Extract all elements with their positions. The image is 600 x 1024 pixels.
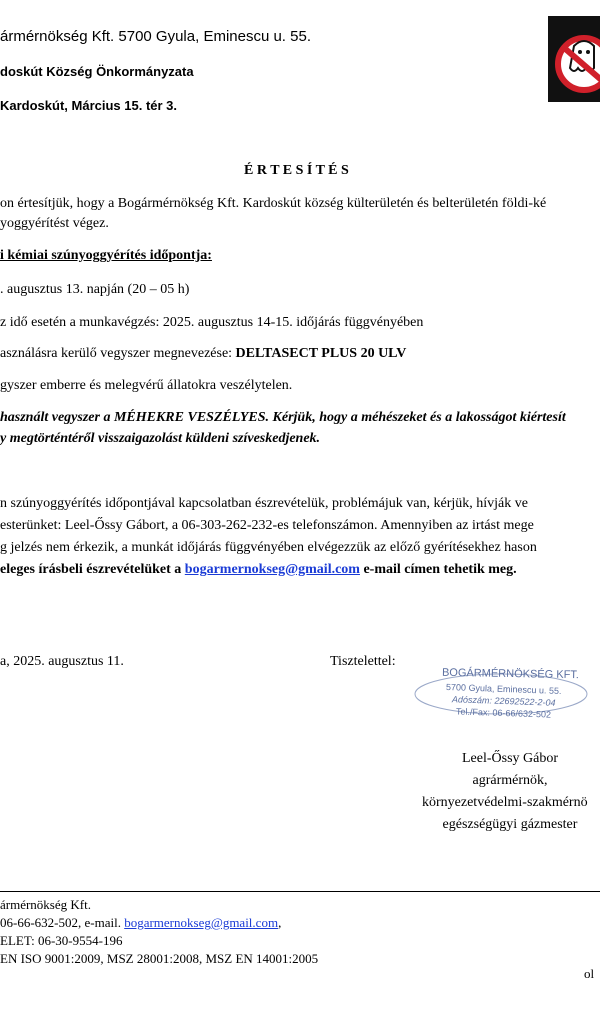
stamp-phone: Tel./Fax: 06-66/632-502: [455, 706, 552, 720]
ghostbusters-logo-icon: [548, 16, 600, 102]
recipient-name: doskút Község Önkormányzata: [0, 64, 194, 79]
footer-phone-suffix: ,: [278, 915, 282, 930]
place-date: a, 2025. augusztus 11.: [0, 654, 124, 669]
safety-line: gyszer emberre és melegvérű állatokra veszélytelen.: [0, 378, 293, 393]
contact-line-4: [0, 562, 517, 578]
contact-line-3: g jelzés nem érkezik, a munkát időjárás függvényében elvégezzük az előző gyérítésekhez hason: [0, 540, 537, 555]
stamp-address: 5700 Gyula, Eminescu u. 55.: [445, 681, 562, 697]
company-stamp: [412, 664, 590, 726]
sender-address: ármérnökség Kft. 5700 Gyula, Eminescu u. 55.: [0, 28, 311, 45]
section-heading: i kémiai szúnyoggyérítés időpontja:: [0, 248, 212, 263]
rain-date: z idő esetén a munkavégzés: 2025. augusztus 14-15. időjárás függvényében: [0, 315, 424, 330]
footer-mobile: ELET: 06-30-9554-196: [0, 933, 123, 948]
spraying-date: . augusztus 13. napján (20 – 05 h): [0, 282, 190, 297]
page-marker: ol: [584, 966, 595, 981]
intro-line-2: yoggyérítést végez.: [0, 216, 109, 231]
signer-title-2: környezetvédelmi-szakmérnö: [422, 795, 588, 810]
intro-line-1: on értesítjük, hogy a Bogármérnökség Kft. Kardoskút község külterületén és belterületén földi-ké: [0, 196, 547, 211]
contact-email-link[interactable]: bogarmernokseg@gmail.com: [184, 562, 360, 577]
contact-email-prefix: eleges írásbeli észrevételüket a: [0, 562, 185, 577]
signer-title-1: agrármérnök,: [472, 773, 548, 788]
bee-warning-line-2: y megtörténtéről visszaigazolást küldeni szíveskedjenek.: [0, 431, 321, 446]
footer-divider: [0, 891, 600, 892]
stamp-tax: Adószám: 22692522-2-04: [451, 694, 556, 708]
contact-email-suffix: e-mail címen tehetik meg.: [359, 562, 517, 577]
product-name: DELTASECT PLUS 20 ULV: [235, 346, 407, 361]
signer-title-3: egészségügyi gázmester: [442, 817, 578, 832]
footer-company: ármérnökség Kft.: [0, 897, 91, 912]
page-title: É R T E S Í T É S: [244, 163, 349, 178]
product-label: asználásra kerülő vegyszer megnevezése:: [0, 346, 236, 361]
footer-phone: 06-66-632-502, e-mail.: [0, 915, 125, 930]
footer-contact: [0, 915, 281, 931]
closing: Tisztelettel:: [330, 654, 396, 669]
recipient-address: Kardoskút, Március 15. tér 3.: [0, 98, 178, 113]
footer-email-link[interactable]: bogarmernokseg@gmail.com: [124, 915, 279, 930]
contact-line-1: n szúnyoggyérítés időpontjával kapcsolatban észrevételük, problémájuk van, kérjük, hívják ve: [0, 496, 528, 511]
footer-standards: EN ISO 9001:2009, MSZ 28001:2008, MSZ EN 14001:2005: [0, 951, 319, 966]
signer-name: Leel-Őssy Gábor: [461, 751, 559, 766]
product-line: [0, 346, 406, 362]
contact-line-2: esterünket: Leel-Őssy Gábort, a 06-303-262-232-es telefonszámon. Amennyiben az irtást mege: [0, 518, 534, 533]
stamp-company: BOGÁRMÉRNÖKSÉG KFT.: [441, 666, 580, 682]
bee-warning-line-1: használt vegyszer a MÉHEKRE VESZÉLYES. Kérjük, hogy a méhészeket és a lakosságot kiértesít: [0, 410, 566, 425]
